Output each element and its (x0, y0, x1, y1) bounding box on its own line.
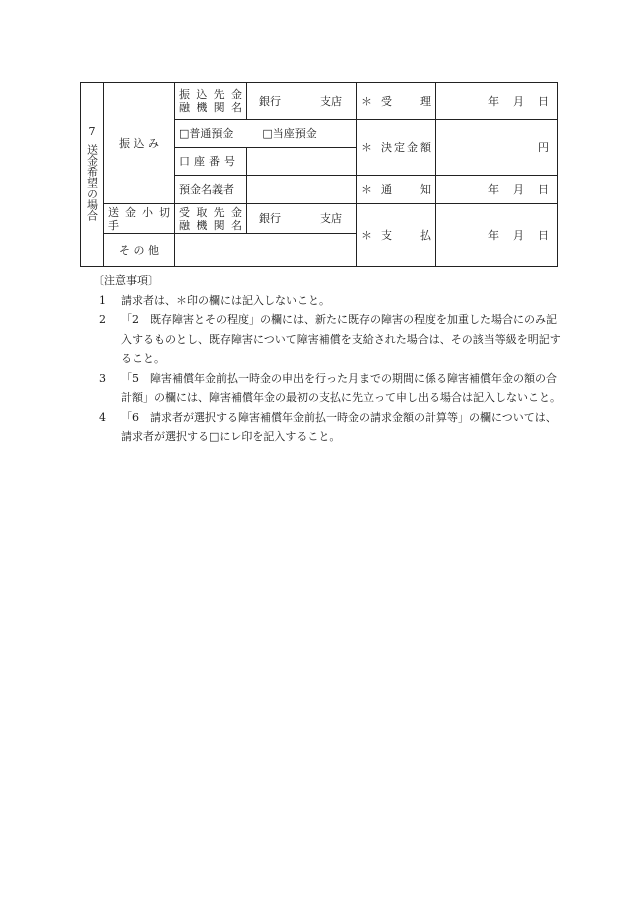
account-number-label: 口座番号 (175, 148, 247, 176)
account-holder-label: 預金名義者 (175, 176, 247, 204)
value-shiharai-date[interactable]: 年 月 日 (436, 204, 558, 267)
futsu-checkbox[interactable]: □普通預金 (179, 127, 234, 140)
section-7-label-cell (81, 83, 104, 267)
notes-header: 〔注意事項〕 (93, 274, 159, 287)
bank-name-label: 振込先金 融機関名 (175, 83, 247, 120)
branch-suffix: 支店 (320, 94, 342, 108)
note-item: 2 「2 既存障害とその程度」の欄には、新たに既存の障害の程度を加重した場合にのみ記入するものとし、既存障害について障害補償を支給された場合は、その該当等級を明記すること。 (99, 313, 561, 365)
bank-suffix: 銀行 (259, 94, 281, 108)
account-type-row (175, 120, 357, 148)
account-holder-field[interactable] (247, 176, 357, 204)
section-number: 7 (88, 125, 96, 138)
label-decision-amount: ＊ 決定金額 (357, 120, 436, 176)
value-decision-amount[interactable]: 円 (436, 120, 558, 176)
recipient-bank-label: 受取先金 融機関名 (175, 204, 247, 234)
other-label: そ の 他 (104, 234, 175, 267)
kogitte-label: 送金小切 手 (104, 204, 175, 234)
label-shiharai: ＊ 支払 (357, 204, 436, 267)
label-juri: ＊ 受理 (357, 83, 436, 120)
label-tsuchi: ＊ 通知 (357, 176, 436, 204)
other-field[interactable] (175, 234, 357, 267)
note-item: 4 「6 請求者が選択する障害補償年金前払一時金の請求金額の計算等」の欄については、請求者が選択する□にレ印を記入すること。 (99, 410, 557, 443)
bank-name-field[interactable] (247, 83, 357, 120)
furikomi-label: 振 込 み (104, 83, 175, 204)
recipient-bank-field[interactable]: 銀行 支店 (247, 204, 357, 234)
section-label: 送金希望の場合 (85, 144, 99, 221)
toza-checkbox[interactable]: □当座預金 (262, 127, 317, 140)
note-item: 3 「5 障害補償年金前払一時金の申出を行った月までの期間に係る障害補償年金の額の合計額」の欄には、障害補償年金の最初の支払に先立って申し出る場合は記入しないこと。 (99, 371, 561, 404)
value-tsuchi-date[interactable]: 年 月 日 (436, 176, 558, 204)
remittance-form-table (80, 82, 558, 267)
note-item: 1 請求者は、＊印の欄には記入しないこと。 (99, 293, 330, 307)
account-number-field[interactable] (247, 148, 357, 176)
value-juri-date[interactable]: 年 月 日 (436, 83, 558, 120)
notes-section (93, 271, 563, 447)
